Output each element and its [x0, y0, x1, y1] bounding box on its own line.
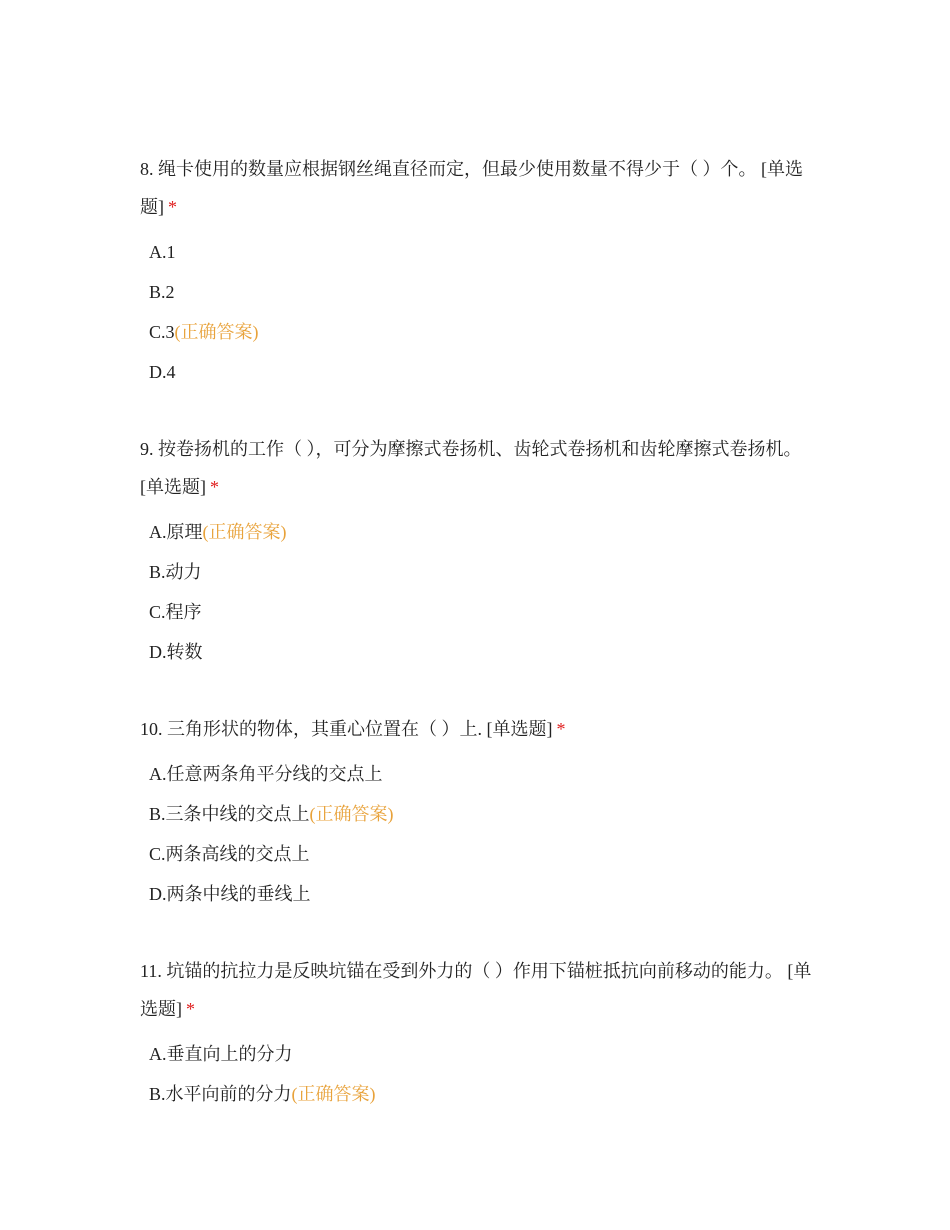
question-title: 11. 坑锚的抗拉力是反映坑锚在受到外力的（ ）作用下锚桩抵抗向前移动的能力。 [单选题] *	[140, 961, 812, 1019]
option-list	[140, 232, 820, 392]
option-c: C.程序	[149, 602, 202, 622]
question-10	[140, 710, 820, 914]
option-b: B.水平向前的分力(正确答案)	[149, 1084, 376, 1104]
option-d: D.转数	[149, 642, 203, 662]
option-b: B.三条中线的交点上(正确答案)	[149, 804, 394, 824]
option-list	[140, 754, 820, 914]
required-mark: *	[168, 197, 177, 217]
option-a: A.任意两条角平分线的交点上	[149, 764, 383, 784]
question-9	[140, 430, 820, 672]
option-b: B.动力	[149, 562, 202, 582]
option-a: A.1	[149, 242, 176, 262]
correct-answer-tag: (正确答案)	[309, 804, 394, 824]
option-list	[140, 512, 820, 672]
option-d: D.两条中线的垂线上	[149, 884, 311, 904]
question-8	[140, 150, 820, 392]
option-b: B.2	[149, 282, 175, 302]
required-mark: *	[556, 719, 566, 739]
option-c: C.3(正确答案)	[149, 322, 259, 342]
question-title: 10. 三角形状的物体，其重心位置在（ ）上. [单选题] *	[140, 719, 566, 739]
option-a: A.原理(正确答案)	[149, 522, 287, 542]
correct-answer-tag: (正确答案)	[174, 322, 259, 342]
option-list	[140, 1034, 820, 1114]
required-mark: *	[186, 999, 195, 1019]
question-title: 8. 绳卡使用的数量应根据钢丝绳直径而定，但最少使用数量不得少于（ ）个。 [单选题] *	[140, 159, 803, 217]
question-11	[140, 952, 820, 1114]
option-a: A.垂直向上的分力	[149, 1044, 293, 1064]
option-c: C.两条高线的交点上	[149, 844, 310, 864]
correct-answer-tag: (正确答案)	[202, 522, 287, 542]
required-mark: *	[210, 477, 219, 497]
question-title: 9. 按卷扬机的工作（ ），可分为摩擦式卷扬机、齿轮式卷扬机和齿轮摩擦式卷扬机。 [单选题] *	[140, 439, 802, 497]
option-d: D.4	[149, 362, 176, 382]
correct-answer-tag: (正确答案)	[291, 1084, 376, 1104]
